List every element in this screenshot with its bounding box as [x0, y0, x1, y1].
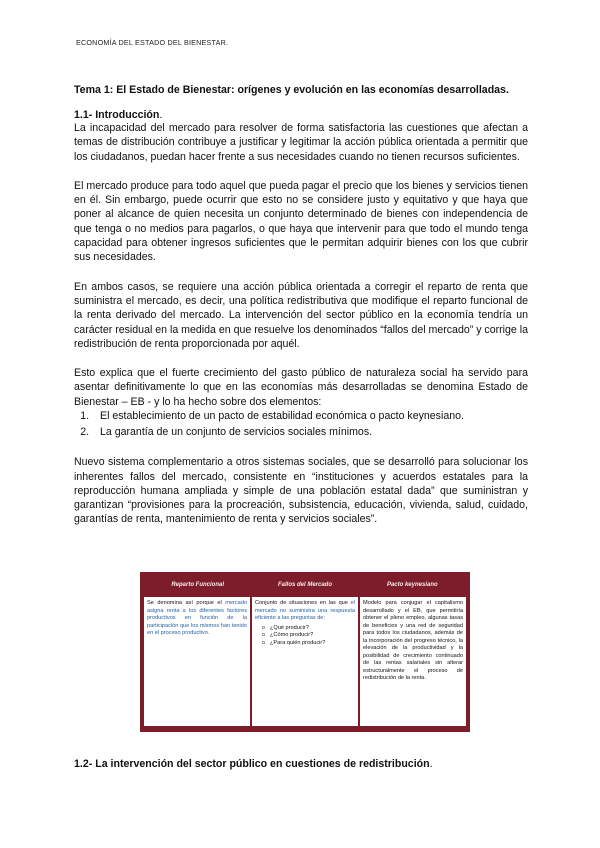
table-cell-reparto	[144, 597, 250, 726]
table-cell-pacto: Modelo para conjugar el capitalismo desarrollado y el EB, que permitiría obtener el pleno empleo, algunas tasas de beneficios y una red de seguridad para todos los ciudadanos, además de la incorporación del progreso técnico, la elevación de la productividad y la posibilidad de crecimiento continuado de las rentas salariales sin alterar estructuralmente el proceso de redistribución de la renta.	[360, 597, 466, 726]
section-dot: .	[159, 109, 163, 121]
running-header: ECONOMÍA DEL ESTADO DEL BIENESTAR.	[76, 38, 229, 47]
table-header-cell: Reparto Funcional	[171, 582, 224, 588]
questions-list	[255, 625, 355, 648]
table-body-row	[144, 597, 466, 726]
table-header-cell: Pacto keynesiano	[386, 582, 438, 588]
table-cell-fallos	[252, 597, 358, 726]
table-header-cell: Fallos del Mercado	[277, 582, 332, 588]
document-body	[74, 84, 528, 542]
paragraph: La incapacidad del mercado para resolver de forma satisfactoria las cuestiones que afectan a temas de distribución contribuye a justificar y legitimar la acción pública orientada a permitir que los ciudadanos, puedan hacer frente a sus necesidades cuando no tienen recursos suficientes.	[74, 122, 528, 163]
cell-text-highlight: el mercado no suministra una respuesta eficiente a las preguntas de:	[255, 600, 355, 621]
section-sep: -	[88, 758, 96, 770]
section-heading-1	[74, 109, 528, 121]
list-item: o ¿Para quién producir?	[262, 640, 355, 648]
page-title: Tema 1: El Estado de Bienestar: orígenes y evolución en las economías desarrolladas.	[74, 84, 509, 96]
section-sep: -	[88, 109, 96, 121]
list-item: 1. El establecimiento de un pacto de estabilidad económica o pacto keynesiano.	[92, 409, 528, 425]
elements-list	[74, 409, 528, 440]
paragraph: Esto explica que el fuerte crecimiento del gasto público de naturaleza social ha servido para asentar definitivamente lo que en las economías más desarrolladas se denomina Estado de Bienestar – EB - y lo ha hecho sobre dos elementos:	[74, 367, 528, 408]
paragraph: En ambos casos, se requiere una acción pública orientada a corregir el reparto de renta que suministra el mercado, es decir, una política redistributiva que modifique el reparto funcional de la renta derivado del mercado. La intervención del sector público en la economía tendría un carácter residual en la medida en que resuelve los denominados “fallos del mercado” y corrige la redistribución de renta proporcionada por aquél.	[74, 280, 529, 350]
table-header-row	[144, 576, 466, 595]
comparison-table	[140, 572, 470, 732]
cell-text-highlight: mercado asigna renta a los diferentes factores productivos en función de la participación que los mismos han tenido en el proceso productivo.	[147, 600, 247, 636]
list-item: o ¿Qué producir?	[262, 625, 355, 633]
cell-text: Se denomina así porque el	[147, 600, 226, 606]
paragraph: Nuevo sistema complementario a otros sistemas sociales, que se desarrolló para solucionar los inherentes fallos del mercado, consistente en “instituciones y acuerdos estatales para la reproducción humana ampliada y simple de una población estatal dada” que suministran y garantizan “provisiones para la procreación, subsistencia, educación, vivienda, salud, cuidado, garantías de renta, mantenimiento de renta y servicios sociales”.	[74, 456, 528, 526]
section-dot: .	[429, 758, 433, 770]
section-heading-2	[74, 758, 433, 770]
section-number: 1.2	[74, 758, 89, 770]
cell-text: Conjunto de situaciones en las que	[255, 600, 351, 606]
section-label: La intervención del sector público en cuestiones de redistribución	[95, 758, 430, 770]
section-label: Introducción	[95, 109, 160, 121]
list-item: o ¿Cómo producir?	[262, 632, 355, 640]
paragraph: El mercado produce para todo aquel que pueda pagar el precio que los bienes y servicios tienen en él. Sin embargo, puede ocurrir que esto no se considere justo y equitativo y que haya que poner al alcance de quien necesita un conjunto determinado de bienes con independencia de que tenga o no medios para pagarlos, o que haya que intervenir para que todo el mundo tenga capacidad para obtener ingresos suficientes que le permitan adquirir bienes con los que cubrir sus necesidades.	[74, 179, 528, 264]
list-item: 2. La garantía de un conjunto de servicios sociales mínimos.	[92, 425, 528, 441]
section-number: 1.1	[74, 109, 89, 121]
